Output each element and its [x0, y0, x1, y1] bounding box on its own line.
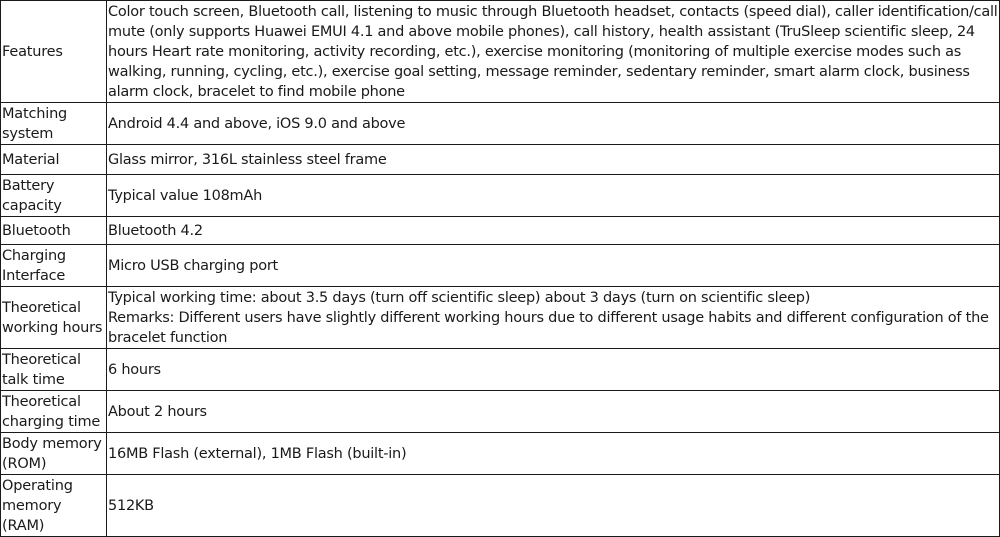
spec-label: Bluetooth: [1, 217, 107, 245]
spec-value-line: Bluetooth 4.2: [108, 222, 203, 239]
spec-row-charging-time: [1, 391, 1000, 433]
spec-value: [107, 287, 1000, 349]
spec-row-rom: [1, 433, 1000, 475]
spec-row-talk-time: [1, 349, 1000, 391]
spec-label: Charging Interface: [1, 245, 107, 287]
spec-label: Battery capacity: [1, 175, 107, 217]
spec-label: Theoretical charging time: [1, 391, 107, 433]
spec-row-features: [1, 1, 1000, 103]
spec-value: [107, 145, 1000, 175]
spec-value-line: Android 4.4 and above, iOS 9.0 and above: [108, 115, 406, 132]
spec-value: [107, 175, 1000, 217]
spec-value-line: Micro USB charging port: [108, 257, 278, 274]
spec-row-charging-interface: [1, 245, 1000, 287]
spec-row-matching-system: [1, 103, 1000, 145]
spec-value-line: 16MB Flash (external), 1MB Flash (built-in): [108, 445, 407, 462]
spec-label: Body memory (ROM): [1, 433, 107, 475]
spec-label: Operating memory (RAM): [1, 475, 107, 537]
spec-value: [107, 103, 1000, 145]
spec-value: [107, 349, 1000, 391]
spec-label: Theoretical talk time: [1, 349, 107, 391]
spec-label: Theoretical working hours: [1, 287, 107, 349]
spec-label: Features: [1, 1, 107, 103]
spec-value: [107, 217, 1000, 245]
spec-value-line: 512KB: [108, 497, 154, 514]
spec-row-material: [1, 145, 1000, 175]
spec-value: [107, 391, 1000, 433]
spec-value-line: About 2 hours: [108, 403, 207, 420]
spec-value: [107, 1, 1000, 103]
spec-row-working-hours: [1, 287, 1000, 349]
spec-value-line: Typical value 108mAh: [108, 187, 263, 204]
spec-value-line: Color touch screen, Bluetooth call, listening to music through Bluetooth headset, contacts (speed dial), caller identification/call mute (only supports Huawei EMUI 4.1 and above mobile phones), call history, health assistant (TruSleep scientific sleep, 24 hours Heart rate monitoring, activity recording, etc.), exercise monitoring (monitoring of multiple exercise modes such as walking, running, cycling, etc.), exercise goal setting, message reminder, sedentary reminder, smart alarm clock, business alarm clock, bracelet to find mobile phone: [108, 3, 998, 100]
spec-value: [107, 475, 1000, 537]
spec-label: Material: [1, 145, 107, 175]
spec-label: Matching system: [1, 103, 107, 145]
spec-value-line: Typical working time: about 3.5 days (turn off scientific sleep) about 3 days (turn on scientific sleep): [108, 289, 811, 306]
spec-value-remarks: Remarks: Different users have slightly different working hours due to different usage habits and different configuration of the bracelet function: [108, 309, 989, 346]
spec-row-battery-capacity: [1, 175, 1000, 217]
spec-value: [107, 433, 1000, 475]
spec-value: [107, 245, 1000, 287]
spec-row-ram: [1, 475, 1000, 537]
spec-value-line: Glass mirror, 316L stainless steel frame: [108, 151, 387, 168]
spec-value-line: 6 hours: [108, 361, 161, 378]
spec-row-bluetooth: [1, 217, 1000, 245]
